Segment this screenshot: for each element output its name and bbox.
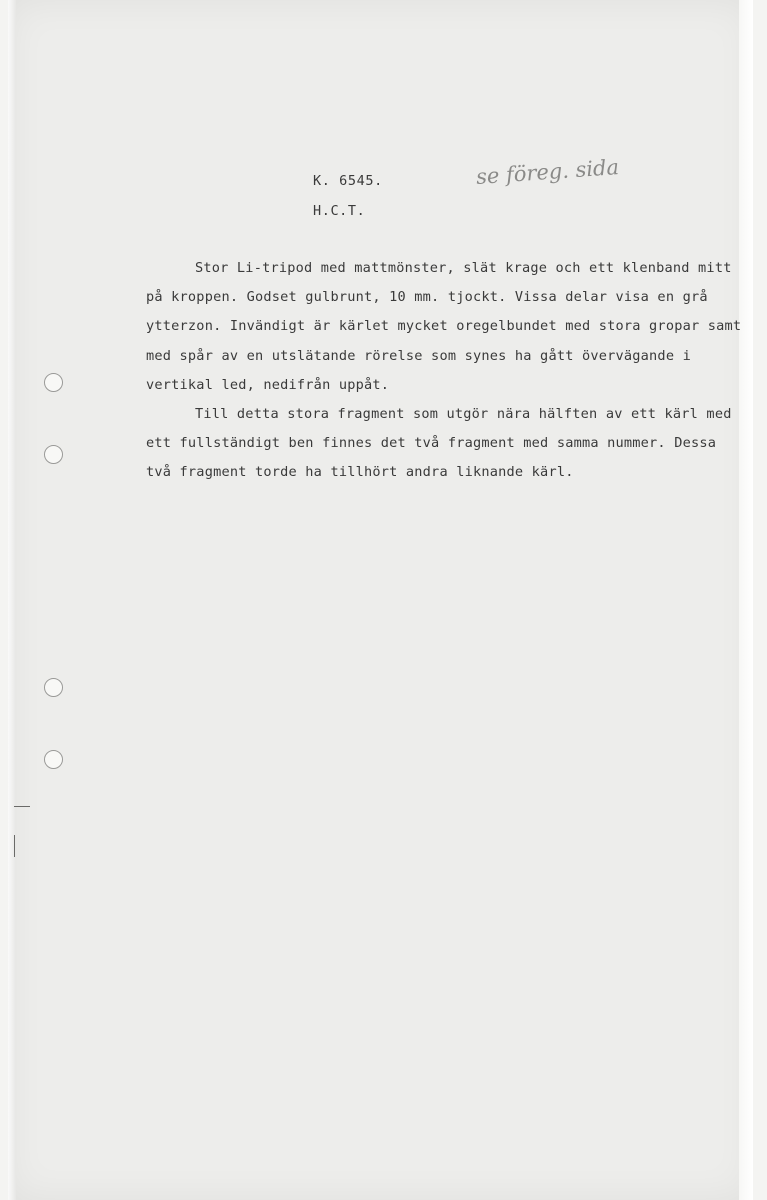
handwritten-note: se föreg. sida: [475, 155, 620, 189]
page-right-edge: [739, 0, 753, 1200]
punch-hole: [44, 750, 63, 769]
document-page: [8, 0, 753, 1200]
paragraph: Stor Li-tripod med mattmönster, slät krage och ett klenband mitt på kroppen. Godset gulbrunt, 10 mm. tjockt. Vissa delar visa en grå ytterzon. Invändigt är kärlet mycket oregelbundet med stora gropar samt med spår av en utslätande rörelse som synes ha gått övervägande i vertikal led, nedifrån uppåt.: [146, 260, 742, 393]
document-body: [146, 254, 746, 488]
punch-hole: [44, 678, 63, 697]
punch-hole: [44, 445, 63, 464]
margin-mark: [14, 806, 30, 807]
punch-hole: [44, 373, 63, 392]
paragraph: Till detta stora fragment som utgör nära hälften av ett kärl med ett fullständigt ben finnes det två fragment med samma nummer. Dessa två fragment torde ha tillhört andra liknande kärl.: [146, 406, 732, 481]
author-initials: H.C.T.: [313, 203, 366, 219]
catalog-number: K. 6545.: [313, 173, 383, 189]
page-left-edge: [8, 0, 16, 1200]
margin-mark: [14, 835, 15, 857]
